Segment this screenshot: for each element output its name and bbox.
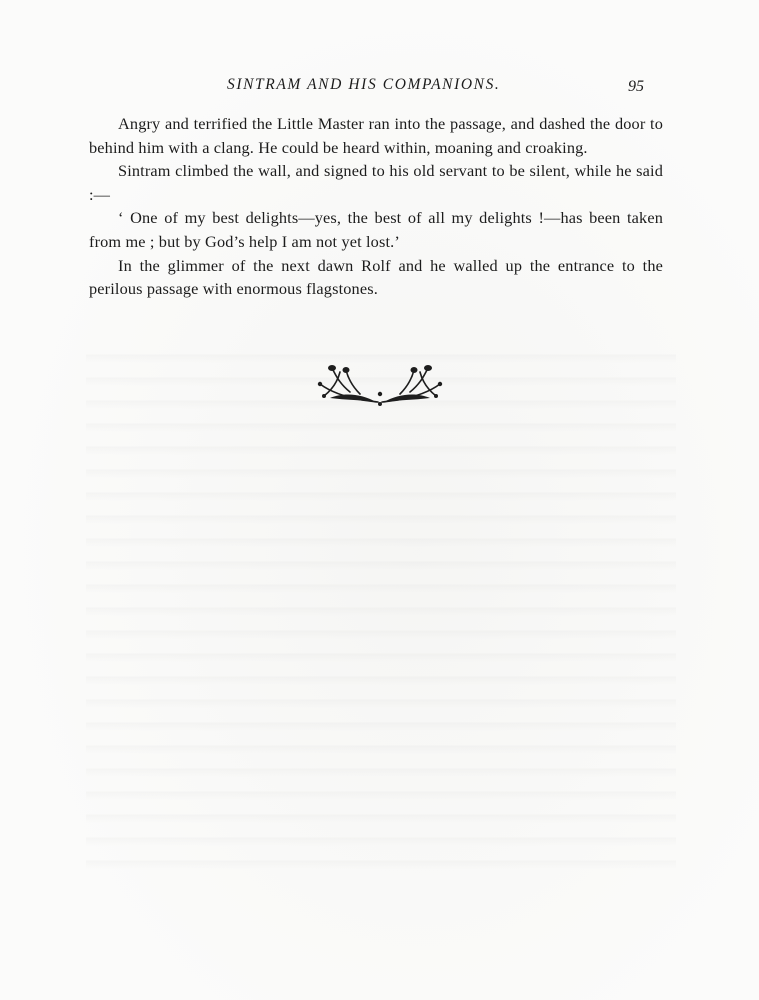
page-header bbox=[0, 76, 759, 98]
body-text bbox=[89, 112, 663, 301]
paragraph: Angry and terrified the Little Master ran into the passage, and dashed the door to behind him with a clang. He could be heard within, moaning and croaking. bbox=[89, 114, 663, 157]
paragraph: In the glimmer of the next dawn Rolf and he walled up the entrance to the perilous passage with enormous flagstones. bbox=[89, 255, 663, 299]
running-title: SINTRAM AND HIS COMPANIONS. bbox=[227, 76, 501, 93]
paragraph: Sintram climbed the wall, and signed to his old servant to be silent, while he said :— bbox=[89, 161, 663, 204]
page-number: 95 bbox=[628, 78, 644, 95]
paragraph: ‘ One of my best delights—yes, the best of all my delights !—has been taken from me ; but by God’s help I am not yet lost.’ bbox=[89, 208, 663, 251]
floral-tailpiece-icon bbox=[310, 362, 450, 410]
show-through-text bbox=[86, 340, 676, 880]
